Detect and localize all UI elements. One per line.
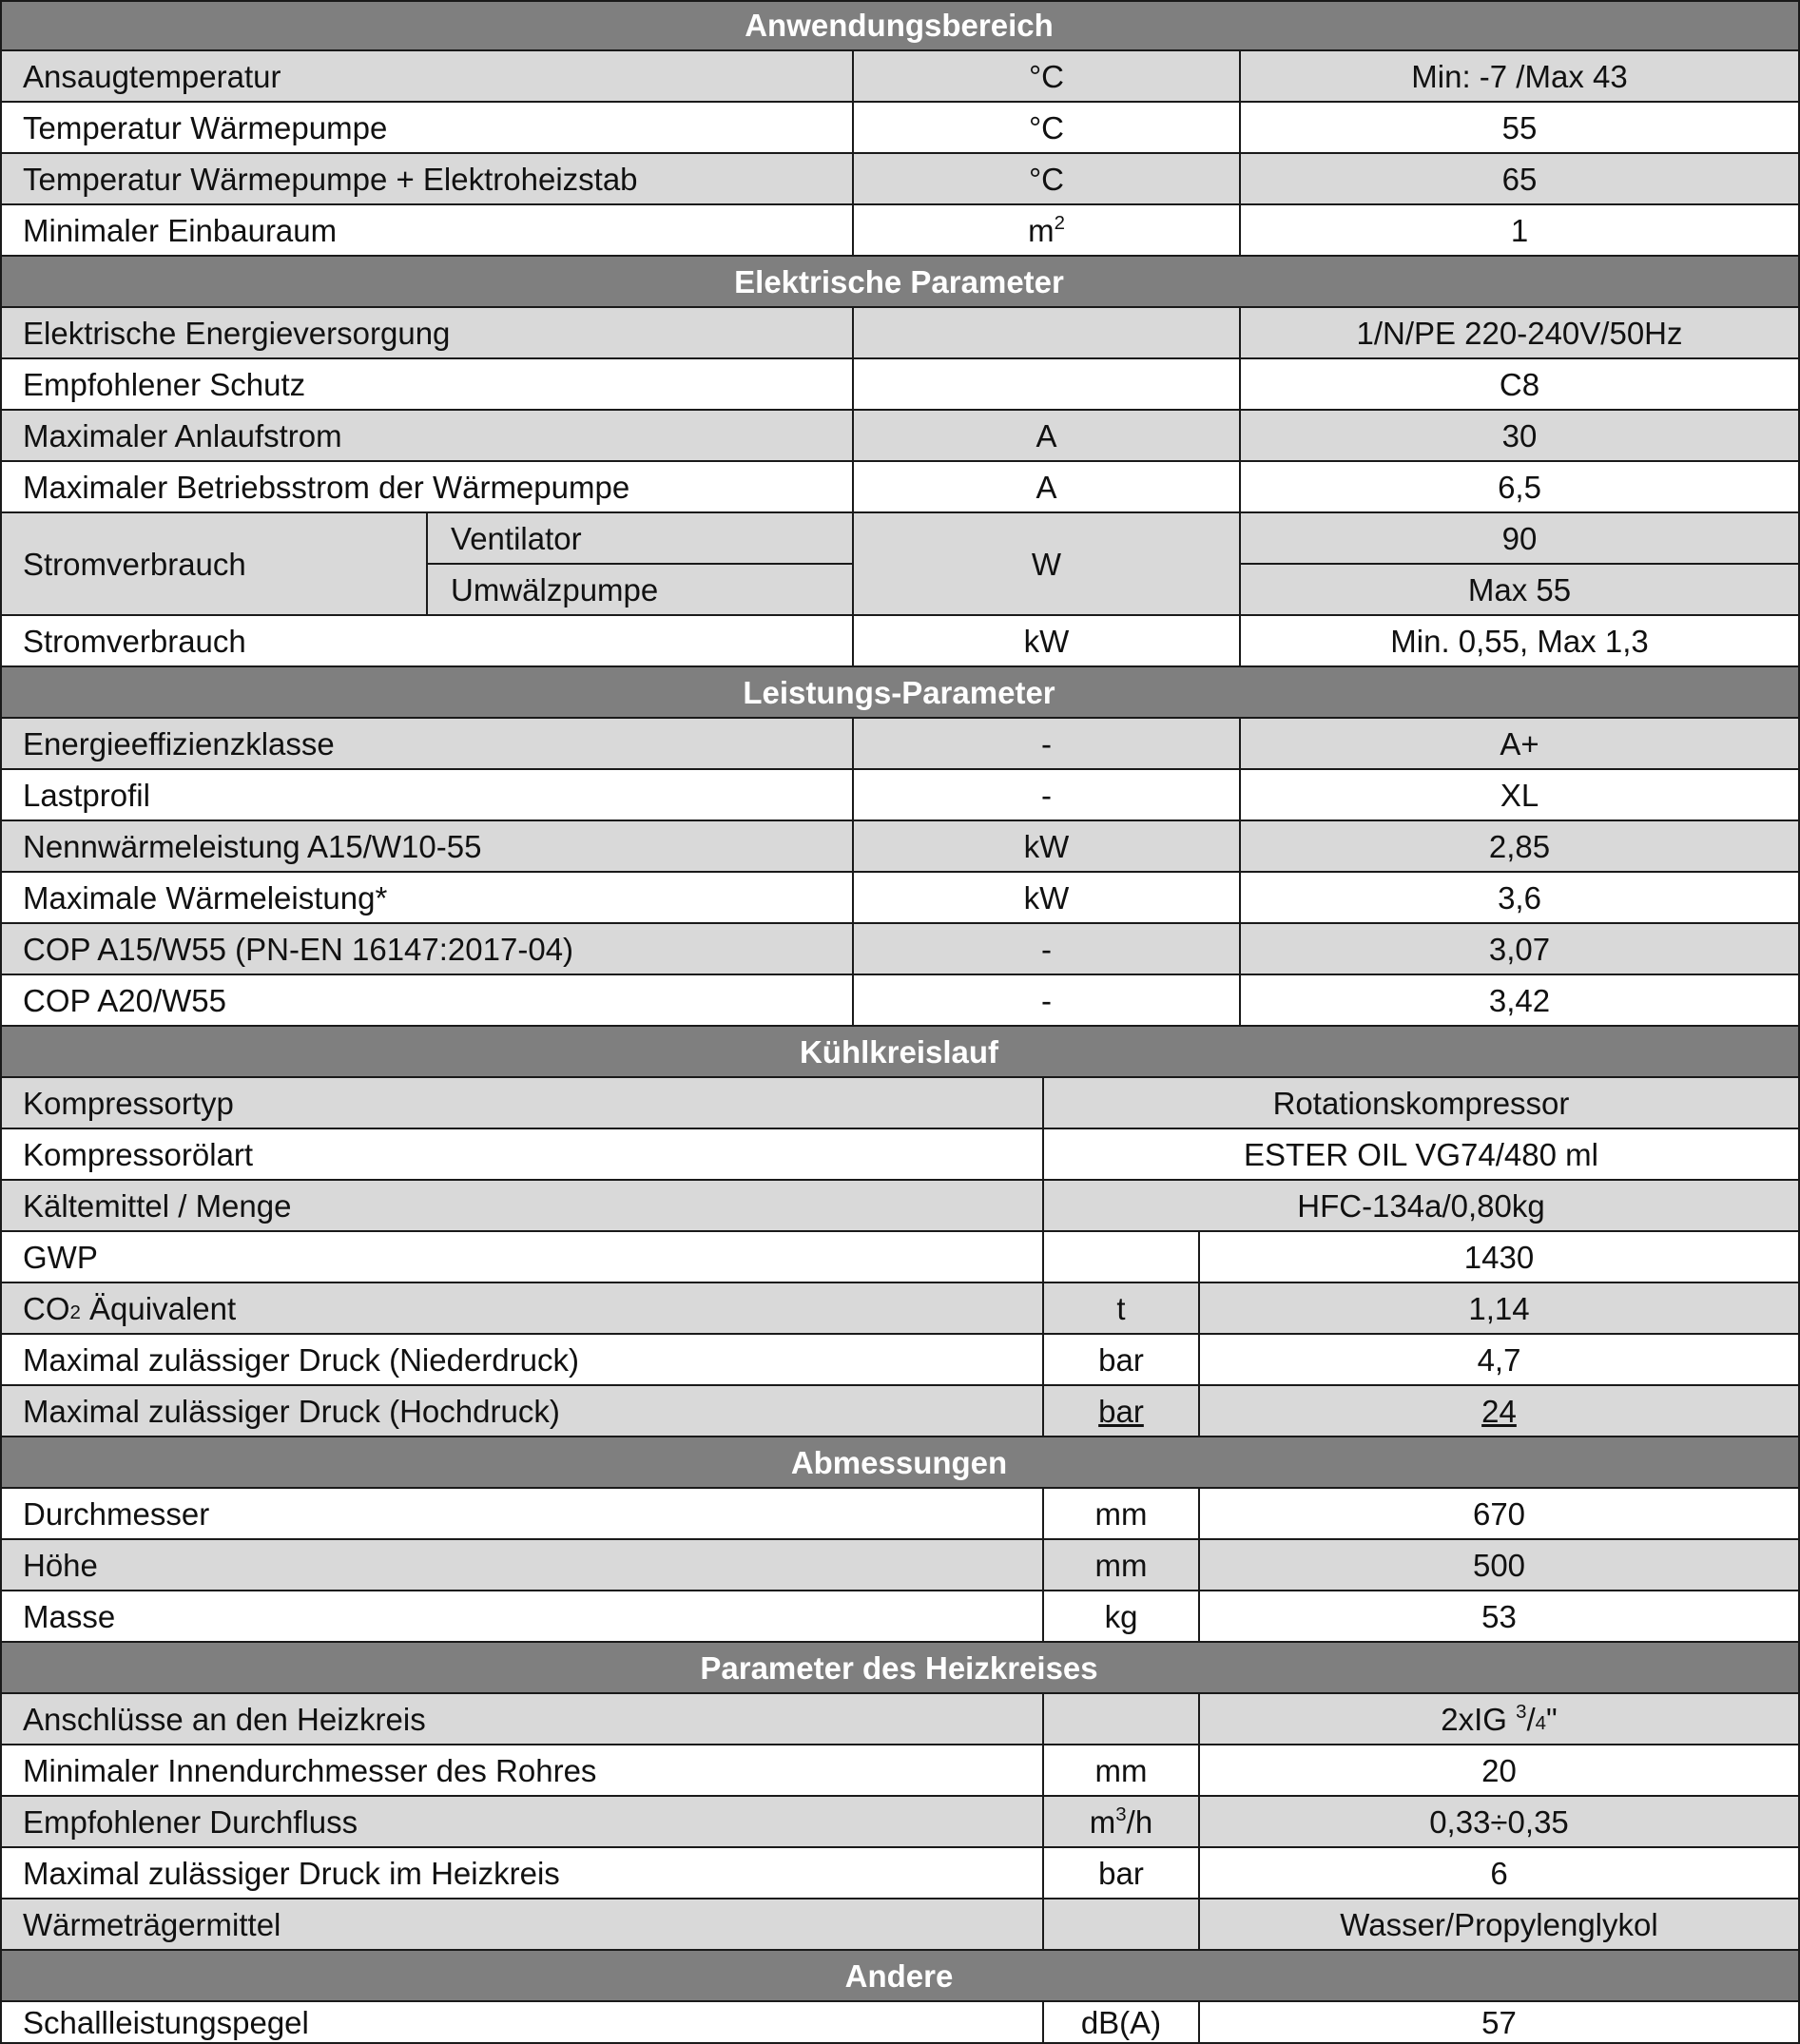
- row-label: Maximal zulässiger Druck im Heizkreis: [0, 1848, 1044, 1899]
- sub-label-ventilator: Ventilator: [428, 513, 854, 565]
- row-value: C8: [1241, 359, 1800, 411]
- row-value: 670: [1200, 1489, 1800, 1540]
- row-label: Kompressorölart: [0, 1129, 1044, 1181]
- row-value: 6,5: [1241, 462, 1800, 513]
- sub-label-umwaelzpumpe: Umwälzpumpe: [428, 565, 854, 616]
- row-unit: A: [854, 462, 1241, 513]
- section-header-leistungs-parameter: Leistungs-Parameter: [0, 667, 1800, 719]
- row-unit: [1044, 1232, 1200, 1283]
- row-value: [1200, 1386, 1800, 1437]
- section-header-abmessungen: Abmessungen: [0, 1437, 1800, 1489]
- row-unit: mm: [1044, 1745, 1200, 1797]
- group-label-stromverbrauch: Stromverbrauch: [0, 513, 428, 616]
- row-unit: m $^2$: [854, 205, 1241, 257]
- row-value: 30: [1241, 411, 1800, 462]
- row-label: Höhe: [0, 1540, 1044, 1591]
- unit-base: m: [1089, 1803, 1116, 1840]
- row-value: XL: [1241, 770, 1800, 821]
- row-label: COP A15/W55 (PN-EN 16147:2017-04): [0, 924, 854, 975]
- row-unit: A: [854, 411, 1241, 462]
- row-label: Schallleistungspegel: [0, 2002, 1044, 2044]
- row-unit: mm: [1044, 1540, 1200, 1591]
- row-unit: bar: [1044, 1335, 1200, 1386]
- row-label: Masse: [0, 1591, 1044, 1643]
- row-value: 4,7: [1200, 1335, 1800, 1386]
- row-unit: °C: [854, 51, 1241, 103]
- row-label: Energieeffizienzklasse: [0, 719, 854, 770]
- row-unit: t: [1044, 1283, 1200, 1335]
- unit-base: m: [1028, 212, 1055, 248]
- unit-rest: /h: [1126, 1803, 1153, 1840]
- row-label: CO $_2$ Äquivalent: [0, 1283, 1044, 1335]
- row-value: 55: [1241, 103, 1800, 154]
- unit-underlined: bar: [1098, 1393, 1144, 1429]
- row-value: 500: [1200, 1540, 1800, 1591]
- row-label: Temperatur Wärmepumpe + Elektroheizstab: [0, 154, 854, 205]
- row-unit: -: [854, 770, 1241, 821]
- section-header-kuehlkreislauf: Kühlkreislauf: [0, 1027, 1800, 1078]
- row-value: 1430: [1200, 1232, 1800, 1283]
- row-label: Maximal zulässiger Druck (Hochdruck): [0, 1386, 1044, 1437]
- row-value: 20: [1200, 1745, 1800, 1797]
- row-value: A+: [1241, 719, 1800, 770]
- row-label: Temperatur Wärmepumpe: [0, 103, 854, 154]
- row-value: 90: [1241, 513, 1800, 565]
- row-unit: mm: [1044, 1489, 1200, 1540]
- label-base: CO: [23, 1290, 70, 1326]
- row-label: Minimaler Innendurchmesser des Rohres: [0, 1745, 1044, 1797]
- row-value: HFC-134a/0,80kg: [1044, 1181, 1800, 1232]
- row-value: 0,33÷0,35: [1200, 1797, 1800, 1848]
- row-value: 65: [1241, 154, 1800, 205]
- row-label: Lastprofil: [0, 770, 854, 821]
- row-label: Maximal zulässiger Druck (Niederdruck): [0, 1335, 1044, 1386]
- label-rest: Äquivalent: [80, 1290, 237, 1326]
- row-unit: m $^3$ /h: [1044, 1797, 1200, 1848]
- row-unit: kW: [854, 616, 1241, 667]
- row-unit: kg: [1044, 1591, 1200, 1643]
- row-value: 3,6: [1241, 873, 1800, 924]
- row-unit: [1044, 1694, 1200, 1745]
- value-tail: ": [1546, 1701, 1558, 1737]
- row-label: Ansaugtemperatur: [0, 51, 854, 103]
- row-value: Rotationskompressor: [1044, 1078, 1800, 1129]
- row-unit: -: [854, 924, 1241, 975]
- row-unit: bar: [1044, 1848, 1200, 1899]
- row-value: 2xIG $^3$ / $_4$ ": [1200, 1694, 1800, 1745]
- row-value: Min. 0,55, Max 1,3: [1241, 616, 1800, 667]
- row-label: Nennwärmeleistung A15/W10-55: [0, 821, 854, 873]
- row-value: 57: [1200, 2002, 1800, 2044]
- row-label: Empfohlener Schutz: [0, 359, 854, 411]
- row-label: Anschlüsse an den Heizkreis: [0, 1694, 1044, 1745]
- group-unit: W: [854, 513, 1241, 616]
- row-value: 2,85: [1241, 821, 1800, 873]
- row-value: 6: [1200, 1848, 1800, 1899]
- row-label: Durchmesser: [0, 1489, 1044, 1540]
- row-value: ESTER OIL VG74/480 ml: [1044, 1129, 1800, 1181]
- row-value: Min: -7 /Max 43: [1241, 51, 1800, 103]
- row-label: COP A20/W55: [0, 975, 854, 1027]
- fraction-slash: /: [1526, 1701, 1536, 1737]
- row-value: 3,42: [1241, 975, 1800, 1027]
- row-label: Empfohlener Durchfluss: [0, 1797, 1044, 1848]
- row-value: 1: [1241, 205, 1800, 257]
- row-label: Maximaler Anlaufstrom: [0, 411, 854, 462]
- row-value: Wasser/Propylenglykol: [1200, 1899, 1800, 1951]
- row-unit: [1044, 1386, 1200, 1437]
- row-label: Minimaler Einbauraum: [0, 205, 854, 257]
- row-value: 53: [1200, 1591, 1800, 1643]
- row-unit: kW: [854, 821, 1241, 873]
- row-label: Wärmeträgermittel: [0, 1899, 1044, 1951]
- row-label: Maximaler Betriebsstrom der Wärmepumpe: [0, 462, 854, 513]
- row-unit: dB(A): [1044, 2002, 1200, 2044]
- value-base: 2xIG: [1441, 1701, 1517, 1737]
- row-value: 1,14: [1200, 1283, 1800, 1335]
- row-label: Kältemittel / Menge: [0, 1181, 1044, 1232]
- row-unit: °C: [854, 103, 1241, 154]
- row-unit: -: [854, 719, 1241, 770]
- section-header-anwendungsbereich: Anwendungsbereich: [0, 0, 1800, 51]
- row-label: Kompressortyp: [0, 1078, 1044, 1129]
- section-header-andere: Andere: [0, 1951, 1800, 2002]
- row-value: Max 55: [1241, 565, 1800, 616]
- row-label: Elektrische Energieversorgung: [0, 308, 854, 359]
- row-unit: °C: [854, 154, 1241, 205]
- row-unit: [1044, 1899, 1200, 1951]
- section-header-heizkreis: Parameter des Heizkreises: [0, 1643, 1800, 1694]
- value-underlined: 24: [1481, 1393, 1517, 1429]
- row-value: 3,07: [1241, 924, 1800, 975]
- row-unit: [854, 308, 1241, 359]
- row-unit: -: [854, 975, 1241, 1027]
- row-value: 1/N/PE 220-240V/50Hz: [1241, 308, 1800, 359]
- row-label: Stromverbrauch: [0, 616, 854, 667]
- row-unit: kW: [854, 873, 1241, 924]
- row-unit: [854, 359, 1241, 411]
- section-header-elektrische-parameter: Elektrische Parameter: [0, 257, 1800, 308]
- row-label: GWP: [0, 1232, 1044, 1283]
- row-label: Maximale Wärmeleistung*: [0, 873, 854, 924]
